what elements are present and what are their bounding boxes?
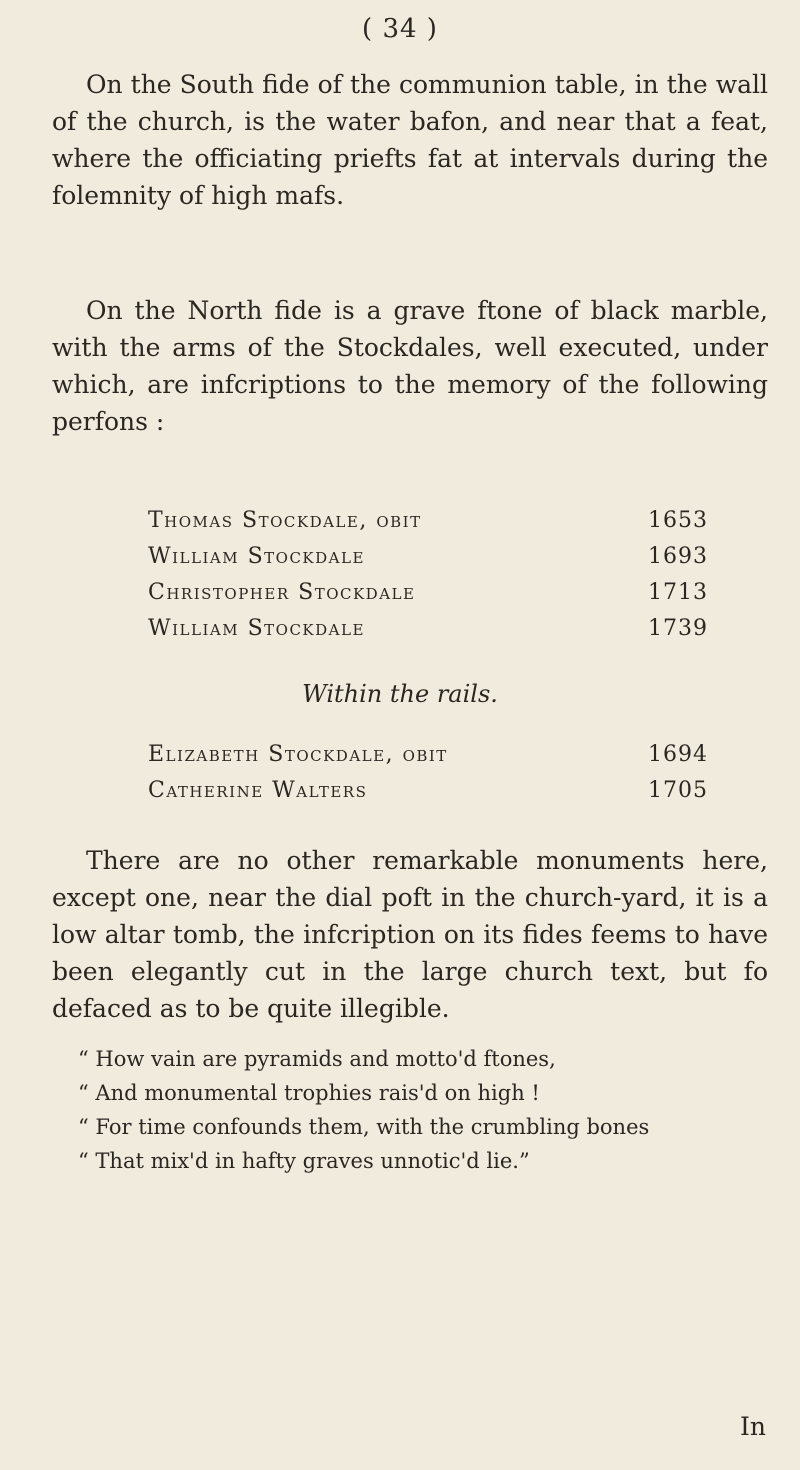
- page-number: ( 34 ): [362, 14, 438, 44]
- inscription-name: William Stockdale: [148, 616, 365, 641]
- verse-quotation: [78, 1042, 778, 1178]
- inscription-name: Catherine Walters: [148, 778, 368, 803]
- paragraph-monuments: [52, 842, 768, 1027]
- verse-line: “ And monumental trophies rais'd on high !: [78, 1081, 540, 1105]
- paragraph-grave-stone: [52, 292, 768, 440]
- inscription-year: 1653: [648, 508, 708, 533]
- inscription-year: 1705: [648, 778, 708, 803]
- paragraph-communion-table: [52, 66, 768, 214]
- verse-line: “ That mix'd in hafty graves unnotic'd lie.”: [78, 1149, 530, 1173]
- inscription-year: 1693: [648, 544, 708, 569]
- inscription-name: Christopher Stockdale: [148, 580, 416, 605]
- inscription-year: 1713: [648, 580, 708, 605]
- inscription-row: [148, 508, 708, 542]
- inscription-year: 1739: [648, 616, 708, 641]
- verse-line: “ For time confounds them, with the crumbling bones: [78, 1115, 650, 1139]
- paragraph-text: There are no other remarkable monuments here, except one, near the dial poft in the church-yard, it is a low altar tomb, the infcription on its fides feems to have been elegantly cut in the large church text, but fo defaced as to be quite illegible.: [52, 846, 768, 1023]
- inscription-row: [148, 580, 708, 614]
- inscription-year: 1694: [648, 742, 708, 767]
- paragraph-text: On the South fide of the communion table, in the wall of the church, is the water bafon, and near that a feat, where the officiating priefts fat at intervals during the folemnity of high mafs.: [52, 70, 768, 210]
- inscription-name: Thomas Stockdale, obit: [148, 508, 422, 533]
- within-rails-heading: Within the rails.: [302, 680, 498, 708]
- inscription-row: [148, 778, 708, 812]
- inscription-name: Elizabeth Stockdale, obit: [148, 742, 448, 767]
- inscription-row: [148, 544, 708, 578]
- inscription-row: [148, 616, 708, 650]
- inscription-row: [148, 742, 708, 776]
- verse-line: “ How vain are pyramids and motto'd ftones,: [78, 1047, 556, 1071]
- catchword: In: [740, 1412, 766, 1441]
- paragraph-text: On the North fide is a grave ftone of black marble, with the arms of the Stockdales, well executed, under which, are infcriptions to the memory of the following perfons :: [52, 296, 768, 436]
- inscription-name: William Stockdale: [148, 544, 365, 569]
